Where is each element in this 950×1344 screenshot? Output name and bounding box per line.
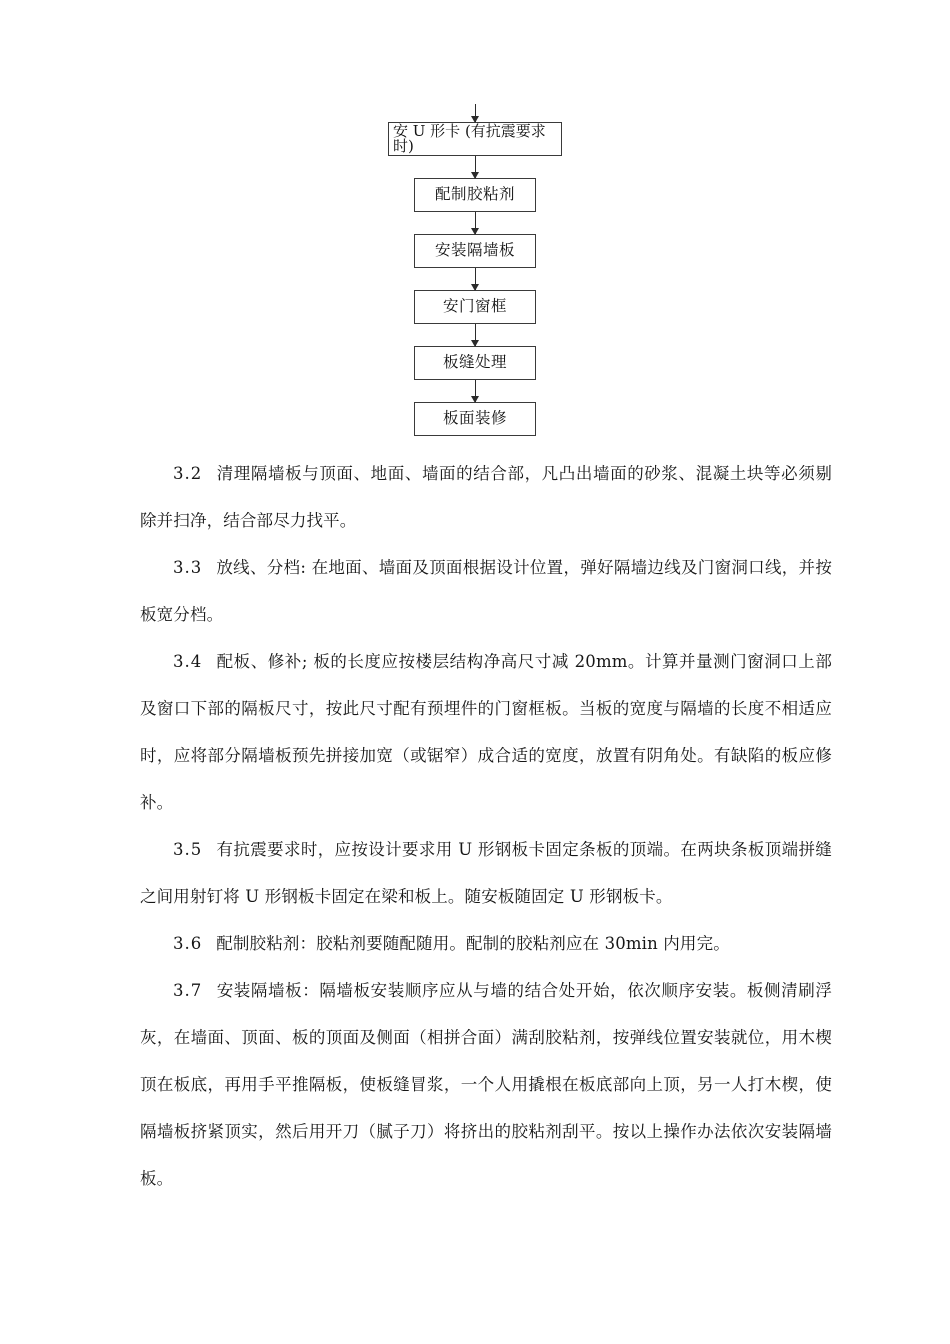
paragraph-3-7 <box>140 967 832 1202</box>
flow-node-2 <box>0 234 950 268</box>
flow-arrow-top <box>0 104 950 122</box>
paragraph-text-3-4: 配板、修补; 板的长度应按楼层结构净高尺寸减 20mm。计算并量测门窗洞口上部及窗口下部的隔板尺寸，按此尺寸配有预埋件的门窗框板。当板的宽度与隔墙的长度不相适应时，应将部分隔墙板预先拼接加宽（或锯窄）成合适的宽度，放置有阴角处。有缺陷的板应修补。 <box>140 652 832 812</box>
paragraph-3-6 <box>140 920 832 967</box>
paragraph-text-3-2: 清理隔墙板与顶面、地面、墙面的结合部，凡凸出墙面的砂浆、混凝土块等必须剔除并扫净，结合部尽力找平。 <box>140 464 832 530</box>
flow-arrow-3-4 <box>0 324 950 346</box>
flow-node-4 <box>0 346 950 380</box>
paragraph-number-3-3: 3.3 <box>173 558 203 577</box>
flow-node-0 <box>0 122 950 156</box>
process-flowchart <box>0 104 950 436</box>
arrow-down-icon <box>475 156 476 178</box>
arrow-down-icon <box>475 212 476 234</box>
paragraph-3-3 <box>140 544 832 638</box>
paragraph-3-5 <box>140 826 832 920</box>
arrow-down-icon <box>475 104 476 122</box>
flow-node-3 <box>0 290 950 324</box>
paragraph-text-3-3: 放线、分档: 在地面、墙面及顶面根据设计位置，弹好隔墙边线及门窗洞口线，并按板宽分档。 <box>140 558 832 624</box>
paragraph-3-2 <box>140 450 832 544</box>
flow-node-5 <box>0 402 950 436</box>
flow-node-1 <box>0 178 950 212</box>
paragraph-number-3-2: 3.2 <box>173 464 203 483</box>
paragraph-number-3-5: 3.5 <box>173 840 203 859</box>
flow-arrow-1-2 <box>0 212 950 234</box>
paragraph-text-3-7: 安装隔墙板：隔墙板安装顺序应从与墙的结合处开始，依次顺序安装。板侧清刷浮灰，在墙面、顶面、板的顶面及侧面（相拼合面）满刮胶粘剂，按弹线位置安装就位，用木楔顶在板底，再用手平推隔板，使板缝冒浆，一个人用撬根在板底部向上顶，另一人打木楔，使隔墙板挤紧顶实，然后用开刀（腻子刀）将挤出的胶粘剂刮平。按以上操作办法依次安装隔墙板。 <box>140 981 832 1188</box>
flowchart-box-install-partition-board: 安装隔墙板 <box>414 234 536 268</box>
body-text-column <box>140 450 832 1202</box>
arrow-down-icon <box>475 324 476 346</box>
flow-arrow-0-1 <box>0 156 950 178</box>
flowchart-box-prepare-adhesive: 配制胶粘剂 <box>414 178 536 212</box>
flowchart-box-surface-finishing: 板面装修 <box>414 402 536 436</box>
paragraph-number-3-4: 3.4 <box>173 652 203 671</box>
flow-arrow-4-5 <box>0 380 950 402</box>
paragraph-text-3-6: 配制胶粘剂：胶粘剂要随配随用。配制的胶粘剂应在 30min 内用完。 <box>216 934 730 953</box>
flowchart-box-install-door-window-frame: 安门窗框 <box>414 290 536 324</box>
flow-arrow-2-3 <box>0 268 950 290</box>
arrow-down-icon <box>475 380 476 402</box>
flowchart-box-joint-treatment: 板缝处理 <box>414 346 536 380</box>
paragraph-number-3-6: 3.6 <box>173 934 203 953</box>
arrow-down-icon <box>475 268 476 290</box>
paragraph-3-4 <box>140 638 832 826</box>
paragraph-text-3-5: 有抗震要求时，应按设计要求用 U 形钢板卡固定条板的顶端。在两块条板顶端拼缝之间用射钉将 U 形钢板卡固定在梁和板上。随安板随固定 U 形钢板卡。 <box>140 840 832 906</box>
flowchart-box-u-clip: 安 U 形卡 (有抗震要求时) <box>388 122 562 156</box>
paragraph-number-3-7: 3.7 <box>173 981 203 1000</box>
